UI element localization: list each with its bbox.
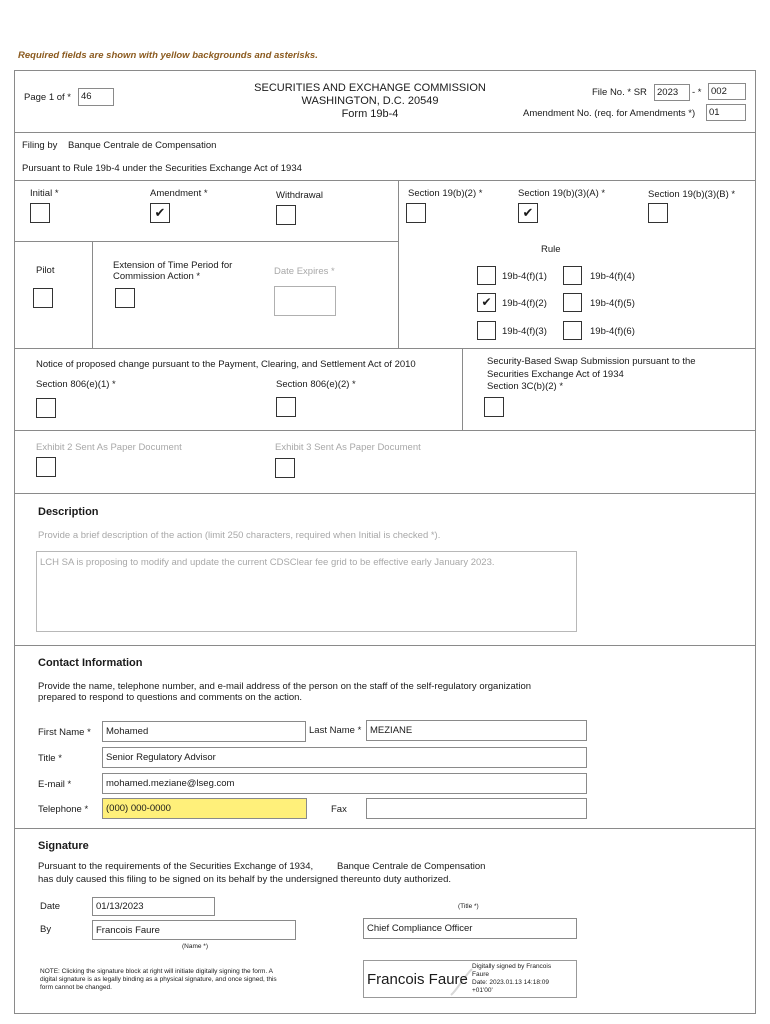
divider bbox=[14, 430, 756, 431]
swap-submission-text: Security-Based Swap Submission pursuant to the bbox=[487, 356, 696, 367]
filing-by-value: Banque Centrale de Compensation bbox=[68, 140, 217, 151]
section-806e1-checkbox[interactable] bbox=[36, 398, 56, 418]
digital-signature-info bbox=[472, 963, 551, 995]
file-no-year-field[interactable]: 2023 bbox=[654, 84, 690, 101]
rule-19b4f1-label: 19b-4(f)(1) bbox=[502, 271, 547, 282]
amendment-label: Amendment No. (req. for Amendments *) bbox=[523, 108, 696, 119]
section-19b3a-checkbox[interactable]: ✔ bbox=[518, 203, 538, 223]
fax-input[interactable] bbox=[366, 798, 587, 819]
section-806e1-label: Section 806(e)(1) * bbox=[36, 379, 116, 390]
extension-checkbox[interactable] bbox=[115, 288, 135, 308]
file-no-label: File No. * SR bbox=[592, 87, 647, 98]
description-heading: Description bbox=[38, 506, 99, 518]
divider bbox=[14, 493, 756, 494]
date-expires-field[interactable] bbox=[274, 286, 336, 316]
email-input[interactable]: mohamed.meziane@lseg.com bbox=[102, 773, 587, 794]
amendment-checkbox[interactable]: ✔ bbox=[150, 203, 170, 223]
name-caption: (Name *) bbox=[182, 943, 209, 950]
agency-name: SECURITIES AND EXCHANGE COMMISSION bbox=[254, 82, 486, 94]
divider bbox=[14, 180, 756, 181]
exhibit2-label: Exhibit 2 Sent As Paper Document bbox=[36, 442, 182, 453]
section-19b3a-label: Section 19(b)(3)(A) * bbox=[518, 188, 606, 199]
by-label: By bbox=[40, 924, 52, 935]
divider bbox=[14, 348, 756, 349]
payment-notice-text: Notice of proposed change pursuant to the Payment, Clearing, and Settlement Act of 2010 bbox=[36, 359, 416, 370]
pilot-label: Pilot bbox=[36, 265, 55, 276]
digital-signature-line: Date: 2023.01.13 14:18:09 bbox=[472, 979, 549, 986]
title-caption: (Title *) bbox=[458, 903, 479, 910]
section-3cb2-checkbox[interactable] bbox=[484, 397, 504, 417]
initial-checkbox[interactable] bbox=[30, 203, 50, 223]
pilot-checkbox[interactable] bbox=[33, 288, 53, 308]
swap-act-text: Securities Exchange Act of 1934 bbox=[487, 369, 624, 380]
by-name-input[interactable]: Francois Faure bbox=[92, 920, 296, 940]
rule-19b4f2-checkbox[interactable]: ✔ bbox=[477, 293, 496, 312]
first-name-input[interactable]: Mohamed bbox=[102, 721, 306, 742]
rule-label: Rule bbox=[541, 244, 561, 255]
exhibit3-label: Exhibit 3 Sent As Paper Document bbox=[275, 442, 421, 453]
divider bbox=[462, 348, 463, 430]
digital-signature-block[interactable] bbox=[363, 960, 577, 998]
divider bbox=[14, 132, 756, 133]
digital-signature-line: +01'00' bbox=[472, 987, 493, 994]
section-806e2-checkbox[interactable] bbox=[276, 397, 296, 417]
description-hint: Provide a brief description of the action (limit 250 characters, required when Initial is checked *). bbox=[38, 530, 441, 541]
rule-19b4f5-checkbox[interactable] bbox=[563, 293, 582, 312]
required-fields-banner: Required fields are shown with yellow backgrounds and asterisks. bbox=[18, 50, 318, 61]
contact-intro-line1: Provide the name, telephone number, and e-mail address of the person on the staff of the self-regulatory organization bbox=[38, 681, 532, 692]
fax-label: Fax bbox=[331, 804, 347, 815]
section-19b2-label: Section 19(b)(2) * bbox=[408, 188, 483, 199]
signature-text-line2: has duly caused this filing to be signed on its behalf by the undersigned thereunto duty authorized. bbox=[38, 874, 451, 885]
date-expires-label: Date Expires * bbox=[274, 266, 335, 277]
divider bbox=[92, 241, 93, 348]
title-label: Title * bbox=[38, 753, 62, 764]
divider bbox=[14, 828, 756, 829]
divider bbox=[14, 241, 398, 242]
section-806e2-label: Section 806(e)(2) * bbox=[276, 379, 356, 390]
filing-by-label: Filing by bbox=[22, 140, 58, 151]
section-19b2-checkbox[interactable] bbox=[406, 203, 426, 223]
exhibit2-checkbox[interactable] bbox=[36, 457, 56, 477]
telephone-label: Telephone * bbox=[38, 804, 89, 815]
rule-19b4f4-checkbox[interactable] bbox=[563, 266, 582, 285]
amendment-no-field[interactable]: 01 bbox=[706, 104, 746, 121]
signer-title-input[interactable]: Chief Compliance Officer bbox=[363, 918, 577, 939]
contact-intro-line2: prepared to respond to questions and comments on the action. bbox=[38, 692, 303, 703]
rule-19b4f3-label: 19b-4(f)(3) bbox=[502, 326, 547, 337]
divider bbox=[398, 180, 399, 348]
amendment-label: Amendment * bbox=[150, 188, 208, 199]
form-name: Form 19b-4 bbox=[341, 108, 399, 120]
divider bbox=[14, 645, 756, 646]
section-19b3b-label: Section 19(b)(3)(B) * bbox=[648, 189, 736, 200]
file-no-number-field[interactable]: 002 bbox=[708, 83, 746, 100]
title-input[interactable]: Senior Regulatory Advisor bbox=[102, 747, 587, 768]
exhibit3-checkbox[interactable] bbox=[275, 458, 295, 478]
extension-label: Extension of Time Period for Commission Action * bbox=[113, 260, 233, 282]
section-3cb2-label: Section 3C(b)(2) * bbox=[487, 381, 564, 392]
pursuant-text: Pursuant to Rule 19b-4 under the Securities Exchange Act of 1934 bbox=[22, 163, 302, 174]
date-label: Date bbox=[40, 901, 61, 912]
rule-19b4f4-label: 19b-4(f)(4) bbox=[590, 271, 635, 282]
rule-19b4f6-label: 19b-4(f)(6) bbox=[590, 326, 635, 337]
last-name-input[interactable]: MEZIANE bbox=[366, 720, 587, 741]
last-name-label: Last Name * bbox=[309, 725, 362, 736]
page-label: Page 1 of * bbox=[24, 92, 72, 103]
signature-heading: Signature bbox=[38, 840, 89, 852]
file-no-separator: - * bbox=[692, 87, 702, 98]
signature-name: Francois Faure bbox=[367, 971, 468, 988]
page-total-field[interactable]: 46 bbox=[78, 88, 114, 106]
contact-heading: Contact Information bbox=[38, 657, 143, 669]
date-input[interactable]: 01/13/2023 bbox=[92, 897, 215, 916]
agency-address: WASHINGTON, D.C. 20549 bbox=[301, 95, 439, 107]
description-textarea[interactable]: LCH SA is proposing to modify and update the current CDSClear fee grid to be effective early January 2023. bbox=[36, 551, 577, 632]
signature-org: Banque Centrale de Compensation bbox=[337, 861, 486, 872]
signature-text-line1: Pursuant to the requirements of the Securities Exchange of 1934, bbox=[38, 861, 314, 872]
first-name-label: First Name * bbox=[38, 727, 91, 738]
withdrawal-label: Withdrawal bbox=[276, 190, 323, 201]
rule-19b4f2-label: 19b-4(f)(2) bbox=[502, 298, 547, 309]
initial-label: Initial * bbox=[30, 188, 59, 199]
withdrawal-checkbox[interactable] bbox=[276, 205, 296, 225]
digital-signature-line: Faure bbox=[472, 971, 489, 978]
rule-19b4f5-label: 19b-4(f)(5) bbox=[590, 298, 635, 309]
signature-note: NOTE: Clicking the signature block at right will initiate digitally signing the form. A digital signature is as legally binding as a physical signature, and once signed, this form cannot be changed. bbox=[40, 968, 277, 991]
section-19b3b-checkbox[interactable] bbox=[648, 203, 668, 223]
digital-signature-line: Digitally signed by Francois bbox=[472, 963, 552, 970]
rule-19b4f1-checkbox[interactable] bbox=[477, 266, 496, 285]
rule-19b4f3-checkbox[interactable] bbox=[477, 321, 496, 340]
rule-19b4f6-checkbox[interactable] bbox=[563, 321, 582, 340]
telephone-input[interactable]: (000) 000-0000 bbox=[102, 798, 307, 819]
form-frame bbox=[14, 70, 756, 1014]
email-label: E-mail * bbox=[38, 779, 72, 790]
